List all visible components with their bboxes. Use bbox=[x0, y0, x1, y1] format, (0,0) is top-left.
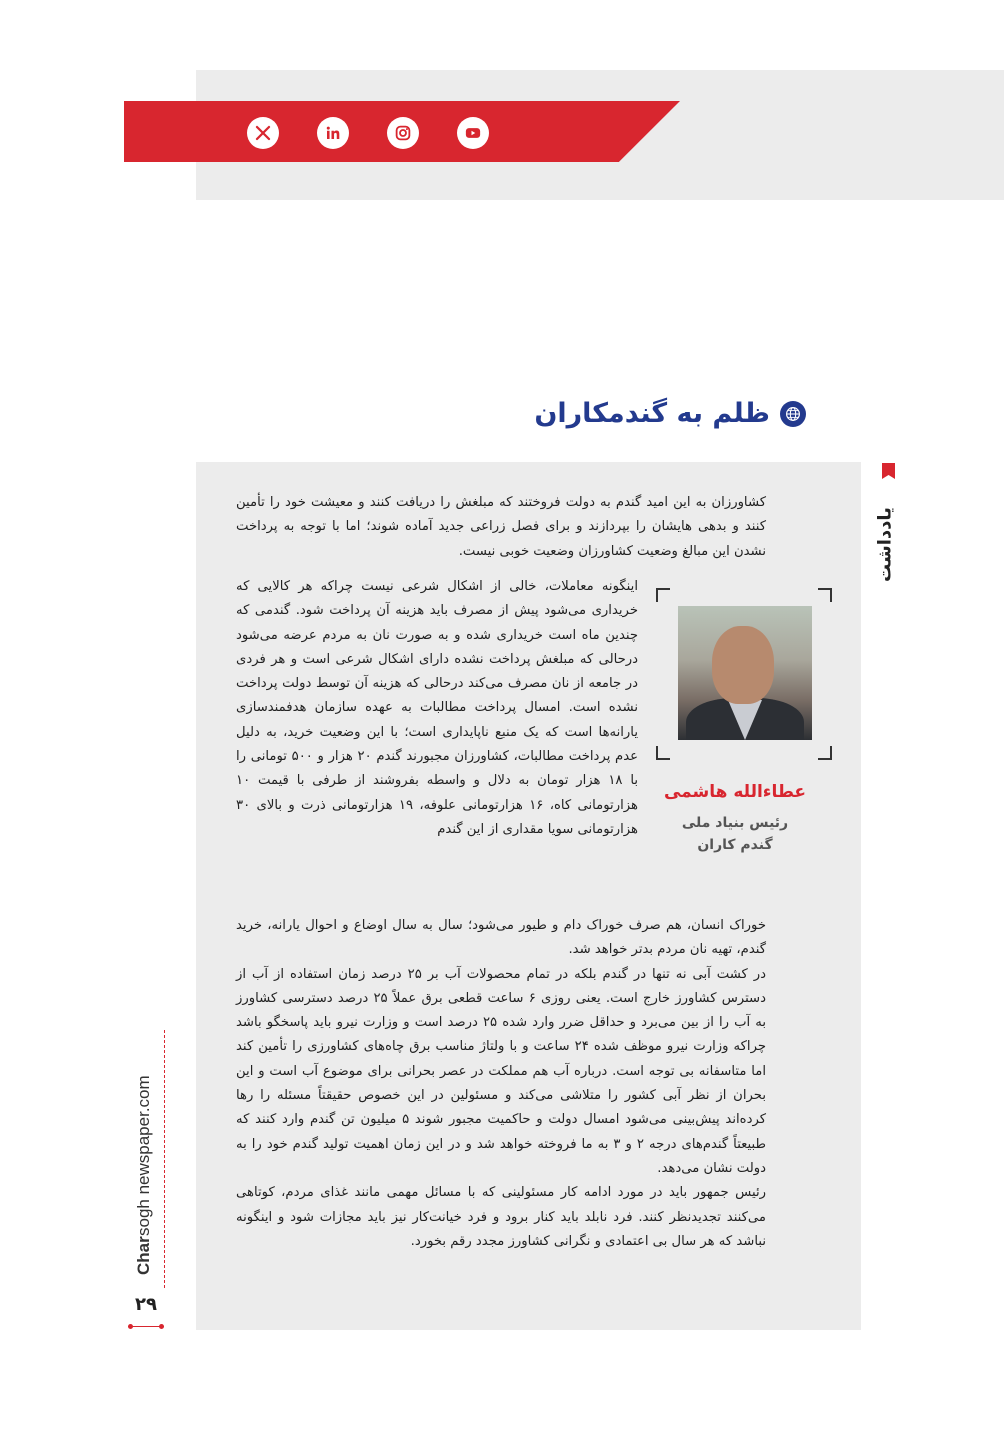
author-role-line1: رئیس بنیاد ملی bbox=[681, 815, 789, 831]
column-paragraph: اینگونه معاملات، خالی از اشکال شرعی نیست چراکه هر کالایی که خریداری می‌شود پیش از مصرف باید هزینه آن پرداخت شود. گندمی که چندین ماه است خریداری شده و به صورت نان به مردم عرضه می‌شود درحالی که مبلغش پرداخت نشده دارای اشکال شرعی است و هر فردی در جامعه از نان مصرف می‌کند درحالی که هزینه آن توسط دولت پرداخت نشده است. امسال پرداخت مطالبات به عهده سازمان هدفمندسازی یارانه‌ها است که یک منبع ناپایداری است؛ با این وضعیت خرید، به دلیل عدم پرداخت مطالبات، کشاورزان مجبورند گندم ۲۰ هزار و ۵۰۰ تومانی را با ۱۸ هزار تومان به دلال و واسطه بفروشند از طرفی با قیمت ۱۰ هزارتومانی کاه، ۱۶ هزارتومانی علوفه، ۱۹ هزارتومانی ذرت و بالای ۳۰ هزارتومانی سویا مقداری از این گندم bbox=[236, 579, 639, 837]
site-url-rest: sogh newspaper.com bbox=[134, 1075, 153, 1237]
linkedin-icon[interactable] bbox=[317, 117, 349, 149]
article-column bbox=[236, 575, 638, 842]
author-photo bbox=[678, 606, 812, 740]
body-paragraph-1: خوراک انسان، هم صرف خوراک دام و طیور می‌شود؛ سال به سال اوضاع و احوال یارانه، خرید گندم، تهیه نان مردم بدتر خواهد شد. bbox=[236, 918, 766, 958]
body-paragraph-3: رئیس جمهور باید در مورد ادامه کار مسئولینی که با مسائل مهمی مانند غذای مردم، کوتاهی می‌کنند تجدیدنظر کنند. فرد نابلد باید کنار برود و فرد خیانت‌کار نیز باید مجازات شود و اینگونه نباشد که هر سال بی اعتمادی و نگرانی کشاورز مجدد رقم بخورد. bbox=[236, 1185, 766, 1249]
bookmark-icon bbox=[882, 463, 895, 479]
author-role bbox=[640, 812, 830, 856]
site-url[interactable] bbox=[132, 1030, 156, 1275]
youtube-icon[interactable] bbox=[457, 117, 489, 149]
article-title: ظلم به گندمکاران bbox=[534, 398, 770, 429]
intro-paragraph: کشاورزان به این امید گندم به دولت فروختند که مبلغش را دریافت کنند و معیشت خود را تأمین کنند و بدهی هایشان را بپردازند و برای فصل زراعی جدید آماده شوند؛ اما با توجه به پرداخت نشدن این مبالغ وضعیت کشاورزان وضعیت خوبی نیست. bbox=[236, 495, 766, 559]
article-intro bbox=[236, 491, 766, 564]
author-name: عطاءالله هاشمی bbox=[663, 782, 807, 802]
x-icon[interactable] bbox=[247, 117, 279, 149]
author-role-line2: گندم کاران bbox=[697, 837, 773, 853]
page-number: ۲۹ bbox=[135, 1294, 157, 1315]
body-paragraph-2: در کشت آبی نه تنها در گندم بلکه در تمام محصولات آب بر ۲۵ درصد زمان استفاده از آب از دسترس کشاورز خارج است. یعنی روزی ۶ ساعت قطعی برق عملاً ۲۵ درصد دسترسی کشاورز به آب را از بین می‌برد و حداقل ضرر وارد شده ۲۵ درصد است و وزارت نیرو باید پاسخگو باشد چراکه وزارت نیرو موظف شده ۲۴ ساعت و با ولتاژ مناسب برق چاه‌های کشاورزی را تأمین کند اما متاسفانه بی توجه است. درباره آب هم مملکت در عصر بحرانی برای موضوع آب است و این بحران از نظر آبی کشور را متلاشی می‌کند و مسئولین در این خصوص حقیقتاً مسئله را رها کرده‌اند پیش‌بینی می‌شود امسال دولت و حاکمیت مجبور شوند ۵ میلیون تن گندم وارد کنند که طبیعتاً گندم‌های درجه ۲ و ۳ به ما فروخته خواهد شد و در این زمان اهمیت تولید گندم خود را به دولت نشان می‌دهد. bbox=[236, 966, 767, 1176]
author-photo-frame bbox=[656, 588, 832, 760]
globe-icon bbox=[780, 401, 806, 427]
section-label: یادداشت bbox=[874, 507, 896, 583]
page-number-rule bbox=[128, 1326, 164, 1327]
side-divider bbox=[164, 1030, 166, 1288]
article-body bbox=[236, 914, 766, 1254]
instagram-icon[interactable] bbox=[387, 117, 419, 149]
site-url-bold: Char bbox=[134, 1236, 153, 1275]
article-title-wrap bbox=[534, 398, 806, 429]
